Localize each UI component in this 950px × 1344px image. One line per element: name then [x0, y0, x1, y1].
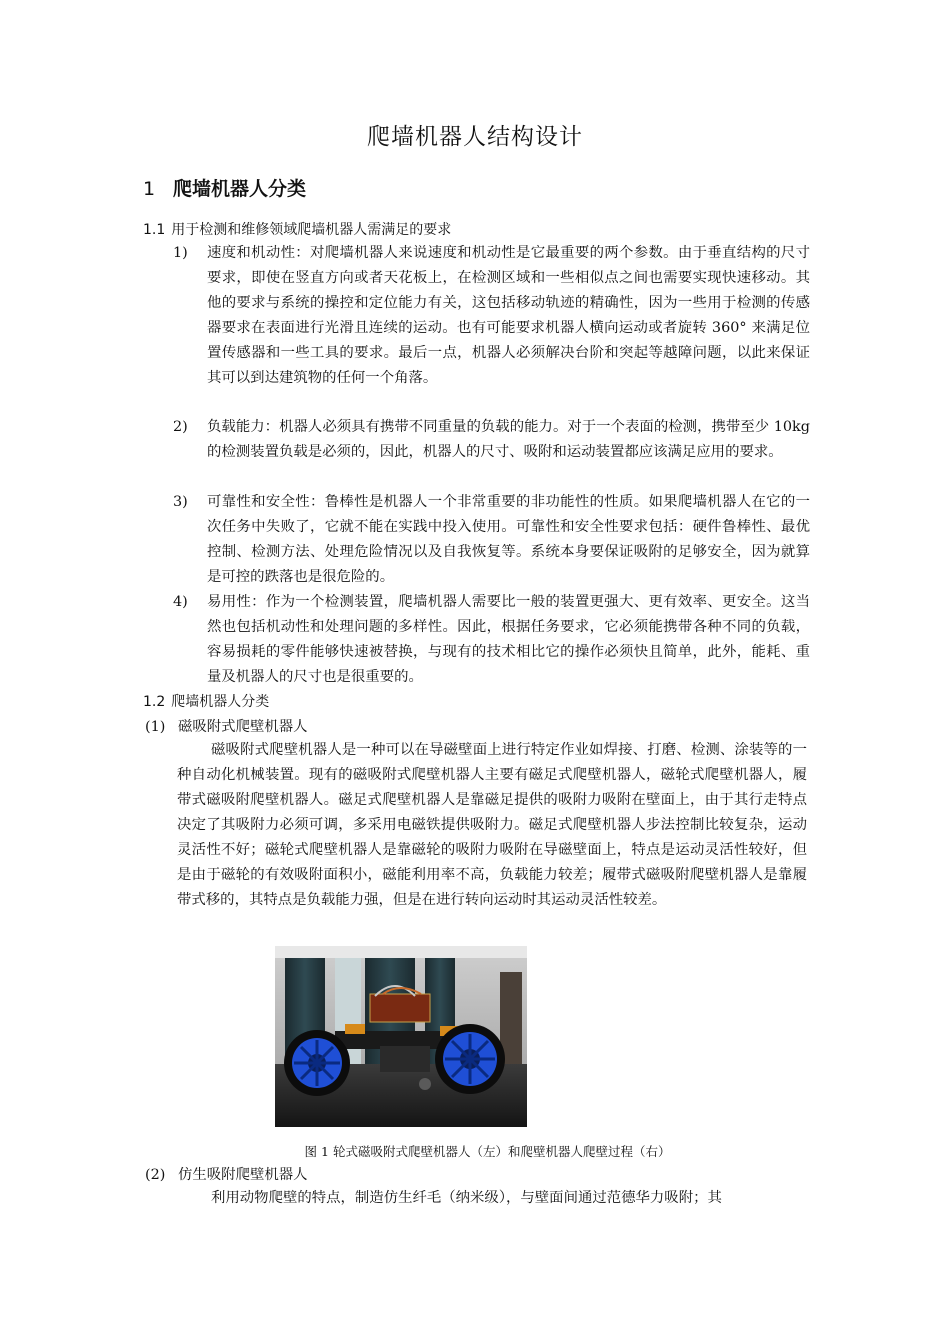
list-item: [173, 241, 810, 391]
document-title: 爬墙机器人结构设计: [367, 124, 583, 150]
subsection-marker: (2): [145, 1167, 166, 1183]
robot-photo: [275, 946, 527, 1127]
list-item: [173, 415, 810, 465]
section-number: 1.2: [143, 694, 166, 710]
list-item: [173, 490, 810, 590]
list-text: 负载能力：机器人必须具有携带不同重量的负载的能力。对于一个表面的检测，携带至少 10kg 的检测装置负载是必须的，因此，机器人的尺寸、吸附和运动装置都应该满足应用的要求。: [207, 419, 810, 460]
list-text: 易用性：作为一个检测装置，爬墙机器人需要比一般的装置更强大、更有效率、更安全。这当然也包括机动性和处理问题的多样性。因此，根据任务要求，它必须能携带各种不同的负载，容易损耗的零件能够快速被替换，与现有的技术相比它的操作必须快且简单，此外，能耗、重量及机器人的尺寸也是很重要的。: [207, 594, 810, 685]
list-marker: 3): [173, 494, 188, 510]
subsection-label: [145, 1163, 308, 1184]
list-marker: 1): [173, 245, 188, 261]
subsection-title: 仿生吸附爬壁机器人: [178, 1167, 308, 1183]
section-1-1-heading: [143, 219, 451, 239]
section-1-heading: [143, 174, 306, 201]
section-number: 1: [143, 178, 156, 200]
section-title: 用于检测和维修领域爬墙机器人需满足的要求: [171, 222, 452, 238]
section-number: 1.1: [143, 222, 166, 238]
figure-caption: 图 1 轮式磁吸附式爬壁机器人（左）和爬壁机器人爬壁过程（右）: [304, 1144, 671, 1159]
section-1-2-heading: [143, 691, 269, 711]
section-title: 爬墙机器人分类: [173, 178, 307, 200]
list-text: 速度和机动性：对爬墙机器人来说速度和机动性是它最重要的两个参数。由于垂直结构的尺寸要求，即使在竖直方向或者天花板上，在检测区域和一些相似点之间也需要实现快速移动。其他的要求与系统的操控和定位能力有关，这包括移动轨迹的精确性，因为一些用于检测的传感器要求在表面进行光滑且连续的运动。也有可能要求机器人横向运动或者旋转 360° 来满足位置传感器和一些工具的要求。最后一点，机器人必须解决台阶和突起等越障问题，以此来保证其可以到达建筑物的任何一个角落。: [207, 245, 810, 386]
paragraph: 磁吸附式爬壁机器人是一种可以在导磁壁面上进行特定作业如焊接、打磨、检测、涂装等的一种自动化机械装置。现有的磁吸附式爬壁机器人主要有磁足式爬壁机器人，磁轮式爬壁机器人，履带式磁吸附爬壁机器人。磁足式爬壁机器人是靠磁足提供的吸附力吸附在壁面上，由于其行走特点决定了其吸附力必须可调，多采用电磁铁提供吸附力。磁足式爬壁机器人步法控制比较复杂，运动灵活性不好；磁轮式爬壁机器人是靠磁轮的吸附力吸附在导磁壁面上，特点是运动灵活性较好，但是由于磁轮的有效吸附面积小，磁能利用率不高，负载能力较差；履带式磁吸附爬壁机器人是靠履带式移的，其特点是负载能力强，但是在进行转向运动时其运动灵活性较差。: [177, 742, 807, 908]
section-title: 爬墙机器人分类: [171, 694, 270, 710]
subsection-label: [145, 715, 308, 736]
subsection-marker: (1): [145, 719, 166, 735]
list-text: 可靠性和安全性：鲁棒性是机器人一个非常重要的非功能性的性质。如果爬墙机器人在它的一次任务中失败了，它就不能在实践中投入使用。可靠性和安全性要求包括：硬件鲁棒性、最优控制、检测方法、处理危险情况以及自我恢复等。系统本身要保证吸附的足够安全，因为就算是可控的跌落也是很危险的。: [207, 494, 810, 585]
list-marker: 2): [173, 419, 188, 435]
subsection-title: 磁吸附式爬壁机器人: [178, 719, 308, 735]
list-marker: 4): [173, 594, 188, 610]
list-item: [173, 590, 810, 690]
paragraph: 利用动物爬壁的特点，制造仿生纤毛（纳米级），与壁面间通过范德华力吸附；其: [211, 1190, 722, 1206]
